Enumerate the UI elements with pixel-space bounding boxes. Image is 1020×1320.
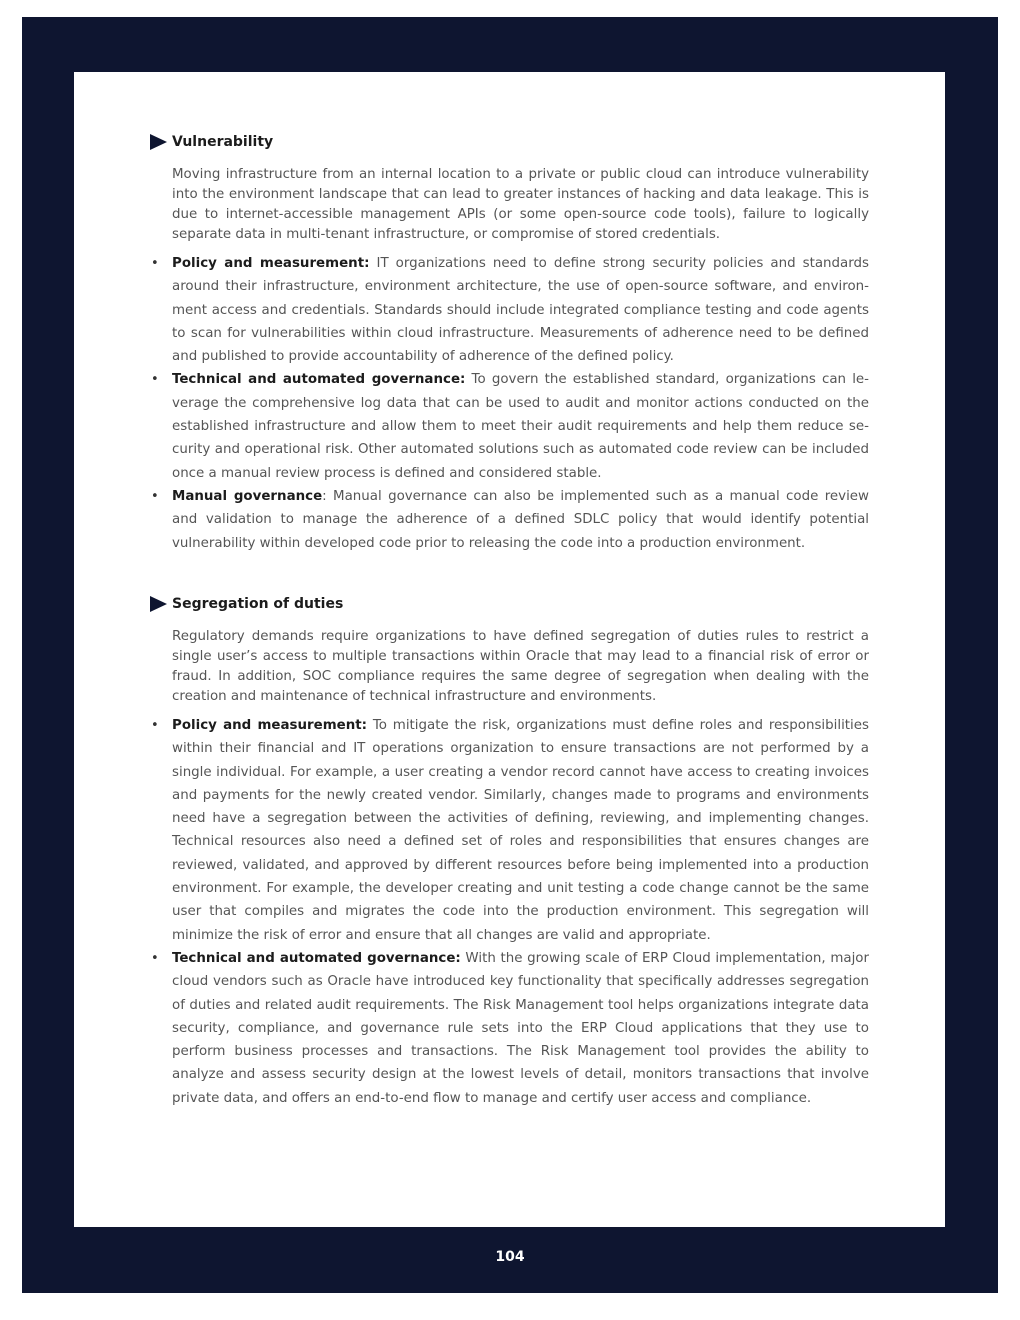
bullet-term: Policy and measurement: (172, 718, 368, 733)
bullet-list (74, 714, 945, 1110)
section-vulnerability (74, 132, 945, 555)
section-heading (150, 594, 945, 616)
section-intro: Regulatory demands require organizations to have defined segregation of duties rules to restrict a single user’s access to multiple transactions within Oracle that may lead to a financial risk of error or fraud. In addition, SOC compliance requires the same degree of segregation when dealing with the creation and maintenance of technical infrastructure and environments. (172, 629, 869, 704)
bullet-text: To govern the established standard, organizations can leverage the comprehensive log data that can be used to audit and monitor actions conducted on the established infrastructure and allow them to meet their audit requirements and help them reduce security and operational risk. Other automated solutions such as automated code review can be included once a manual review process is defined and considered stable. (172, 372, 870, 481)
bullet-policy-and-measurement (151, 252, 870, 368)
bullet-icon: • (151, 950, 159, 966)
section-intro: Moving infrastructure from an internal location to a private or public cloud can introduce vulnerability into the environment landscape that can lead to greater instances of hacking and data leakage. This is due to internet-accessible management APIs (or some open-source code tools), failure to logically separate data in multi-tenant infrastructure, or compromise of stored credentials. (172, 167, 869, 242)
bullet-term: Manual governance (172, 488, 323, 504)
bullet-text: To mitigate the risk, organizations must define roles and responsibilities within their financial and IT operations organization to ensure transactions are not performed by a single individual. For example, a user creating a vendor record cannot have access to creating invoices and payments for the newly created vendor. Similarly, changes made to programs and environments need have a segregation between the activities of defining, reviewing, and implementing changes. Technical resources also need a defined set of roles and responsibilities that ensures changes are reviewed, validated, and approved by different resources before being implemented into a production environment. For example, the developer creating and unit testing a code change cannot be the same user that compiles and migrates the code into the production environment. This segregation will minimize the risk of error and ensure that all changes are valid and appropriate. (172, 718, 869, 943)
flag-icon (150, 596, 167, 612)
bullet-term: Technical and automated governance: (172, 372, 466, 388)
bullet-manual-governance (151, 485, 869, 555)
bullet-icon: • (151, 372, 159, 388)
bullet-technical-and-automated-governance (151, 368, 870, 484)
bullet-icon: • (151, 718, 159, 733)
bullet-text: With the growing scale of ERP Cloud implementation, major cloud vendors such as Oracle have introduced key functionality that specifically addresses segregation of duties and related audit requirements. The Risk Management tool helps organizations integrate data security, compliance, and governance rule sets into the ERP Cloud applications that they use to perform business processes and transactions. The Risk Management tool provides the ability to analyze and assess security design at the lowest levels of detail, monitors transactions that involve private data, and offers an end-to-end flow to manage and certify user access and compliance. (172, 950, 869, 1106)
section-title: Segregation of duties (172, 596, 344, 612)
section-heading (150, 132, 945, 154)
bullet-term: Policy and measurement: (172, 256, 370, 271)
page-number: 104 (495, 1249, 525, 1265)
flag-icon (150, 134, 167, 150)
bullet-text: IT organizations need to define strong security policies and standards around their infrastructure, environment architecture, the use of open-source software, and environment access and credentials. Standards should include integrated compliance testing and code agents to scan for vulnerabilities within cloud infrastructure. Measurements of adherence need to be defined and published to provide accountability of adherence of the defined policy. (172, 256, 870, 365)
bullet-policy-and-measurement (151, 714, 869, 947)
document-page (74, 72, 945, 1227)
section-title: Vulnerability (172, 134, 274, 150)
bullet-icon: • (151, 256, 159, 271)
bullet-text: : Manual governance can also be implemented such as a manual code review and validation to manage the adherence of a defined SDLC policy that would identify potential vulnerability within developed code prior to releasing the code into a production environment. (172, 488, 869, 551)
bullet-list (74, 252, 945, 555)
section-segregation-of-duties (74, 594, 945, 1110)
bullet-technical-and-automated-governance (151, 947, 869, 1110)
bullet-term: Technical and automated governance: (172, 950, 461, 966)
bullet-icon: • (151, 488, 159, 504)
